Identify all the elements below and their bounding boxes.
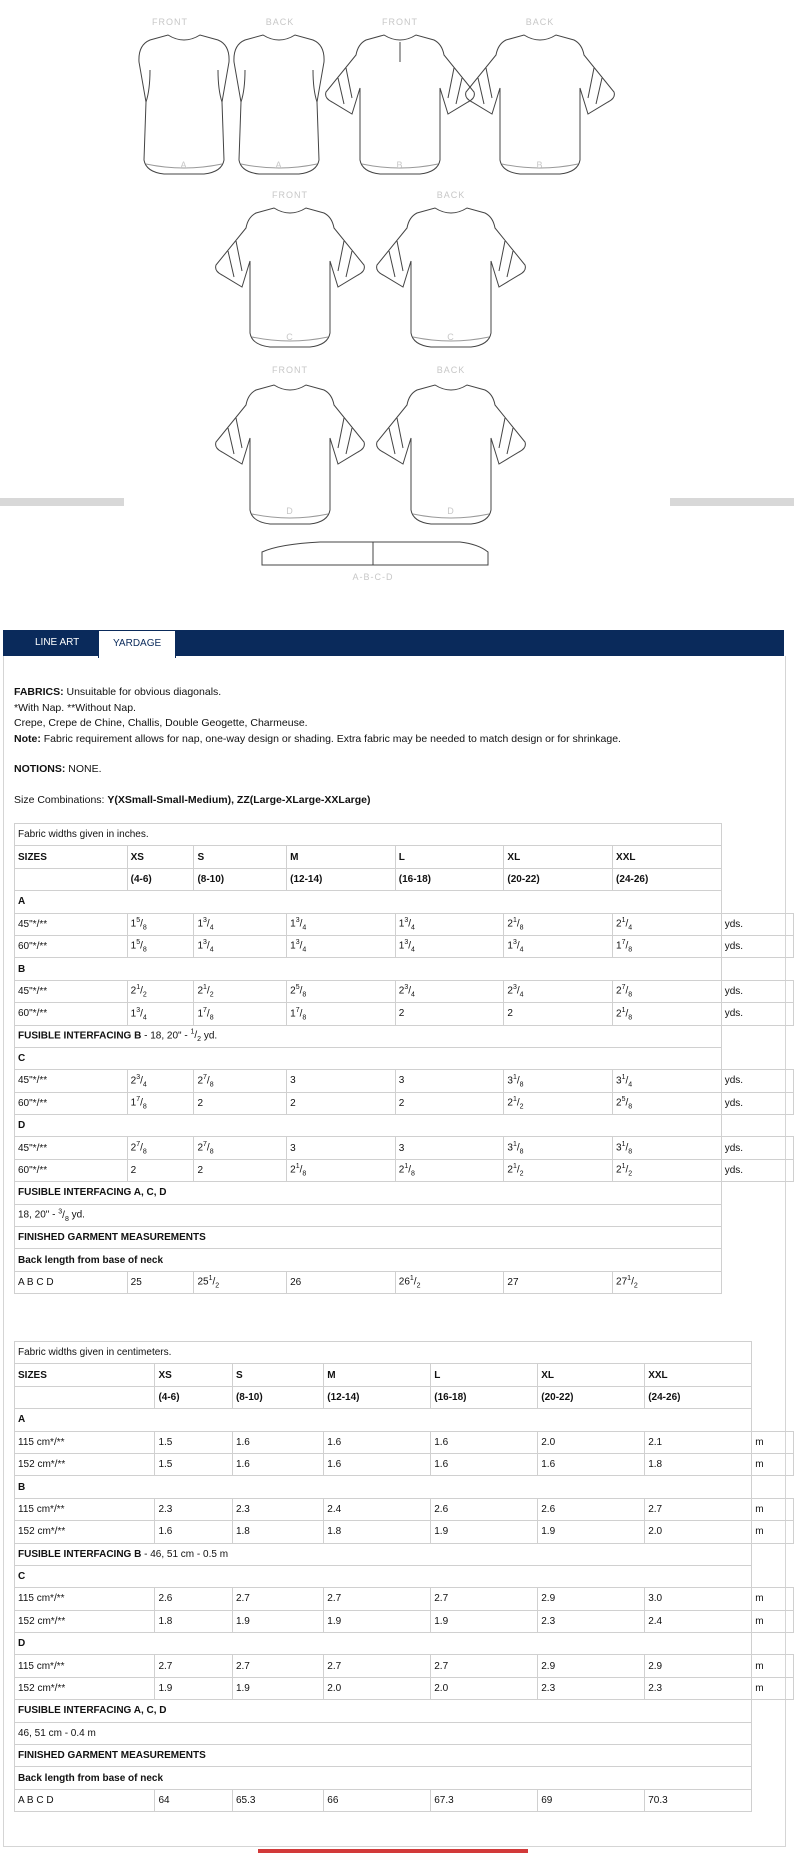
yardage-value: 1.6 <box>324 1431 431 1453</box>
unit-label: yds. <box>721 1159 793 1181</box>
interfacing-acd-value-text: 46, 51 cm - 0.4 m <box>18 1727 96 1739</box>
size-xs: XS <box>127 846 194 868</box>
label-view-d-front: D <box>286 506 294 516</box>
yardage-value: 2.0 <box>324 1677 431 1699</box>
nap-line: *With Nap. **Without Nap. <box>14 701 136 714</box>
note-text: Fabric requirement allows for nap, one-way design or shading. Extra fabric may be needed to match design or for shrinkage. <box>40 732 621 745</box>
size-xl: XL <box>504 846 613 868</box>
label-front-d: FRONT <box>272 365 308 375</box>
interfacing-b-label: FUSIBLE INTERFACING B <box>18 1030 142 1042</box>
size-range: (8-10) <box>232 1386 323 1408</box>
label-view-a-front: A <box>180 160 188 170</box>
yardage-value: $1^3/_4$ <box>395 913 504 935</box>
fabric-width-label: 152 cm*/** <box>15 1677 155 1699</box>
table-caption-cell: Fabric widths given in centimeters. <box>15 1342 752 1364</box>
yardage-value: $2^1/_8$ <box>613 1003 722 1025</box>
size-combinations <box>14 793 371 809</box>
fabric-width-label: 115 cm*/** <box>15 1588 155 1610</box>
yardage-value: 2.6 <box>155 1588 233 1610</box>
yardage-value: 2 <box>395 1092 504 1114</box>
label-front-b: FRONT <box>382 17 418 27</box>
yardage-value: $1^3/_4$ <box>287 935 396 957</box>
interfacing-b <box>15 1543 794 1565</box>
sizes-label: SIZES <box>15 1364 155 1386</box>
fabric-width-label: 152 cm*/** <box>15 1453 155 1475</box>
fabric-width-label: 45"*/** <box>15 1070 128 1092</box>
yardage-value: 2.0 <box>645 1521 752 1543</box>
yardage-value: 2.3 <box>232 1498 323 1520</box>
yardage-value: 1.9 <box>155 1677 233 1699</box>
unit-label: m <box>752 1588 794 1610</box>
yardage-value: 3 <box>395 1070 504 1092</box>
yardage-value: 2.3 <box>538 1610 645 1632</box>
size-m: M <box>287 846 396 868</box>
ranges-blank <box>15 1386 155 1408</box>
yardage-value: 2 <box>127 1159 194 1181</box>
interfacing-acd-value-text: 18, 20" - <box>18 1209 59 1221</box>
yardage-value: 3 <box>287 1070 396 1092</box>
fabric-list: Crepe, Crepe de Chine, Challis, Double Geogette, Charmeuse. <box>14 717 308 729</box>
interfacing-acd-value-suffix: yd. <box>68 1209 85 1221</box>
back-length-heading <box>15 1249 794 1271</box>
unit-label: m <box>752 1453 794 1475</box>
fabric-info <box>14 685 621 747</box>
fabric-width-label: 115 cm*/** <box>15 1431 155 1453</box>
unit-label: m <box>752 1655 794 1677</box>
yardage-value: 1.6 <box>431 1431 538 1453</box>
yardage-value: $1^7/_8$ <box>127 1092 194 1114</box>
back-length-heading-cell: Back length from base of neck <box>15 1767 752 1789</box>
yardage-value: 1.8 <box>645 1453 752 1475</box>
view-d-heading <box>15 1633 794 1655</box>
yardage-value: 1.9 <box>232 1677 323 1699</box>
size-range: (20-22) <box>538 1386 645 1408</box>
yardage-value: $3^1/_8$ <box>613 1137 722 1159</box>
yardage-value: $2^1/_2$ <box>504 1092 613 1114</box>
yardage-value: $1^3/_4$ <box>194 935 287 957</box>
interfacing-b-cell <box>15 1543 752 1565</box>
yardage-value: $2^1/_2$ <box>127 980 194 1002</box>
fabric-width-label: 45"*/** <box>15 980 128 1002</box>
bottom-accent-bar <box>258 1849 528 1853</box>
view-c-heading-cell: C <box>15 1565 752 1587</box>
sizes-label: SIZES <box>15 846 128 868</box>
label-view-c-front: C <box>286 332 294 342</box>
label-front-c: FRONT <box>272 190 308 200</box>
yardage-value: $2^7/_8$ <box>194 1070 287 1092</box>
size-l: L <box>431 1364 538 1386</box>
yardage-value: $2^1/_8$ <box>504 913 613 935</box>
size-range: (4-6) <box>127 868 194 890</box>
fabric-width-label: 115 cm*/** <box>15 1498 155 1520</box>
yardage-row <box>15 913 794 935</box>
table-caption <box>15 824 794 846</box>
yardage-row <box>15 1092 794 1114</box>
size-xl: XL <box>538 1364 645 1386</box>
note-label: Note: <box>14 732 41 745</box>
view-a-heading-cell: A <box>15 891 722 913</box>
interfacing-acd-heading <box>15 1700 794 1722</box>
yardage-value: $3^1/_8$ <box>504 1137 613 1159</box>
yardage-row <box>15 935 794 957</box>
yardage-value: $2^7/_8$ <box>194 1137 287 1159</box>
sizes-header-row <box>15 1364 794 1386</box>
yardage-value: 1.9 <box>538 1521 645 1543</box>
yardage-value: 1.9 <box>232 1610 323 1632</box>
fabric-width-label: 152 cm*/** <box>15 1521 155 1543</box>
size-range: (12-14) <box>324 1386 431 1408</box>
unit-label: m <box>752 1521 794 1543</box>
interfacing-b <box>15 1025 794 1047</box>
unit-label: yds. <box>721 913 793 935</box>
finished-measurements-heading-cell: FINISHED GARMENT MEASUREMENTS <box>15 1227 722 1249</box>
size-xxl: XXL <box>613 846 722 868</box>
yardage-value: 2.0 <box>538 1431 645 1453</box>
yardage-value: 1.8 <box>155 1610 233 1632</box>
yardage-value: 1.6 <box>232 1431 323 1453</box>
yardage-value: 1.9 <box>431 1610 538 1632</box>
table-caption <box>15 1342 794 1364</box>
back-length-value: 66 <box>324 1789 431 1811</box>
yardage-value: 2.7 <box>324 1655 431 1677</box>
view-a-heading-cell: A <box>15 1409 752 1431</box>
divider-right <box>670 498 794 506</box>
yardage-row <box>15 1588 794 1610</box>
interfacing-acd-heading <box>15 1182 794 1204</box>
interfacing-b-text: - 46, 51 cm - 0.5 m <box>141 1548 229 1560</box>
yardage-value: 1.8 <box>324 1521 431 1543</box>
view-b-heading-cell: B <box>15 1476 752 1498</box>
size-s: S <box>232 1364 323 1386</box>
yardage-value: 2 <box>395 1003 504 1025</box>
yardage-value: $1^7/_8$ <box>613 935 722 957</box>
yardage-row <box>15 1677 794 1699</box>
back-length-value: 26 <box>287 1271 396 1293</box>
size-m: M <box>324 1364 431 1386</box>
yardage-value: 2.7 <box>431 1655 538 1677</box>
yardage-value: 2.6 <box>538 1498 645 1520</box>
back-length-row <box>15 1271 794 1293</box>
back-length-value: $26^1/_2$ <box>395 1271 504 1293</box>
back-length-value: 69 <box>538 1789 645 1811</box>
back-length-value: $25^1/_2$ <box>194 1271 287 1293</box>
label-view-abcd: A-B-C-D <box>352 572 394 582</box>
interfacing-b-label: FUSIBLE INTERFACING B <box>18 1548 142 1560</box>
yardage-value: 1.6 <box>538 1453 645 1475</box>
view-a-heading <box>15 891 794 913</box>
label-view-b-back: B <box>536 160 544 170</box>
finished-measurements-heading <box>15 1745 794 1767</box>
label-back-d: BACK <box>436 365 466 375</box>
notions-info <box>14 762 102 778</box>
yardage-value: $1^3/_4$ <box>194 913 287 935</box>
unit-label: m <box>752 1498 794 1520</box>
line-art-drawings <box>0 0 794 600</box>
view-b-heading <box>15 958 794 980</box>
yardage-value: 2 <box>287 1092 396 1114</box>
ranges-row <box>15 868 794 890</box>
unit-label: yds. <box>721 935 793 957</box>
size-range: (20-22) <box>504 868 613 890</box>
back-length-value: 65.3 <box>232 1789 323 1811</box>
yardage-row <box>15 1431 794 1453</box>
back-length-value: 64 <box>155 1789 233 1811</box>
size-xs: XS <box>155 1364 233 1386</box>
interfacing-b-suffix: yd. <box>201 1030 218 1042</box>
yardage-value: 2 <box>194 1159 287 1181</box>
yardage-value: 2.7 <box>232 1588 323 1610</box>
size-xxl: XXL <box>645 1364 752 1386</box>
back-length-row <box>15 1789 794 1811</box>
unit-label: yds. <box>721 980 793 1002</box>
label-view-a-back: A <box>275 160 283 170</box>
fabrics-text: Unsuitable for obvious diagonals. <box>63 686 222 698</box>
back-length-label: A B C D <box>15 1789 155 1811</box>
back-length-heading-cell: Back length from base of neck <box>15 1249 722 1271</box>
fabric-width-label: 115 cm*/** <box>15 1655 155 1677</box>
yardage-row <box>15 1521 794 1543</box>
label-back-a: BACK <box>265 17 295 27</box>
view-d-heading <box>15 1115 794 1137</box>
yardage-value: $1^3/_4$ <box>287 913 396 935</box>
yardage-value: 1.9 <box>431 1521 538 1543</box>
yardage-row <box>15 1070 794 1092</box>
interfacing-acd-value-cell <box>15 1722 752 1744</box>
table-caption-cell: Fabric widths given in inches. <box>15 824 722 846</box>
yardage-row <box>15 1003 794 1025</box>
fabrics-label: FABRICS: <box>14 686 64 698</box>
yardage-value: 3.0 <box>645 1588 752 1610</box>
unit-label: yds. <box>721 1137 793 1159</box>
yardage-value: $2^5/_8$ <box>613 1092 722 1114</box>
size-combos-label: Size Combinations: <box>14 794 108 806</box>
fabric-width-label: 60"*/** <box>15 935 128 957</box>
yardage-value: $2^1/_4$ <box>613 913 722 935</box>
ranges-blank <box>15 868 128 890</box>
yardage-value: $2^7/_8$ <box>613 980 722 1002</box>
yardage-value: 2.0 <box>431 1677 538 1699</box>
yardage-value: 1.9 <box>324 1610 431 1632</box>
sizes-header-row <box>15 846 794 868</box>
size-range: (24-26) <box>645 1386 752 1408</box>
yardage-value: 2.3 <box>645 1677 752 1699</box>
interfacing-b-cell <box>15 1025 722 1047</box>
yardage-row <box>15 1655 794 1677</box>
yardage-row <box>15 1610 794 1632</box>
view-c-heading-cell: C <box>15 1047 722 1069</box>
tab-yardage[interactable]: YARDAGE <box>98 630 176 658</box>
yardage-value: 1.6 <box>155 1521 233 1543</box>
yardage-value: 2.9 <box>645 1655 752 1677</box>
unit-label: yds. <box>721 1003 793 1025</box>
yardage-row <box>15 1137 794 1159</box>
finished-measurements-heading-cell: FINISHED GARMENT MEASUREMENTS <box>15 1745 752 1767</box>
yardage-value: $1^5/_8$ <box>127 935 194 957</box>
yardage-row <box>15 1159 794 1181</box>
size-range: (4-6) <box>155 1386 233 1408</box>
back-length-label: A B C D <box>15 1271 128 1293</box>
yardage-value: $2^5/_8$ <box>287 980 396 1002</box>
size-range: (16-18) <box>395 868 504 890</box>
yardage-value: 1.6 <box>232 1453 323 1475</box>
view-b-heading <box>15 1476 794 1498</box>
yardage-value: $1^3/_4$ <box>504 935 613 957</box>
yardage-value: 2.7 <box>155 1655 233 1677</box>
yardage-value: $1^3/_4$ <box>127 1003 194 1025</box>
view-d-heading-cell: D <box>15 1115 722 1137</box>
divider-left <box>0 498 124 506</box>
back-length-value: 27 <box>504 1271 613 1293</box>
interfacing-acd-value-frac: $^3/_8$ <box>58 1208 69 1223</box>
fabric-width-label: 60"*/** <box>15 1092 128 1114</box>
interfacing-acd-value-cell <box>15 1204 722 1226</box>
interfacing-b-frac: $^1/_2$ <box>190 1029 202 1044</box>
size-l: L <box>395 846 504 868</box>
yardage-row <box>15 1498 794 1520</box>
yardage-value: 3 <box>395 1137 504 1159</box>
yardage-value: 2.7 <box>232 1655 323 1677</box>
yardage-value: 2 <box>504 1003 613 1025</box>
unit-label: m <box>752 1677 794 1699</box>
yardage-value: $2^3/_4$ <box>127 1070 194 1092</box>
yardage-value: 1.8 <box>232 1521 323 1543</box>
label-view-c-back: C <box>447 332 455 342</box>
yardage-value: 3 <box>287 1137 396 1159</box>
unit-label: yds. <box>721 1070 793 1092</box>
size-range: (24-26) <box>613 868 722 890</box>
yardage-value: $3^1/_8$ <box>504 1070 613 1092</box>
yardage-value: 1.6 <box>431 1453 538 1475</box>
back-length-value: 70.3 <box>645 1789 752 1811</box>
yardage-value: 2 <box>194 1092 287 1114</box>
interfacing-acd-value <box>15 1722 794 1744</box>
yardage-value: 2.4 <box>645 1610 752 1632</box>
yardage-value: $2^1/_8$ <box>395 1159 504 1181</box>
yardage-row <box>15 1453 794 1475</box>
yardage-value: $1^5/_8$ <box>127 913 194 935</box>
yardage-value: 2.4 <box>324 1498 431 1520</box>
yardage-value: $1^3/_4$ <box>395 935 504 957</box>
yardage-value: 1.5 <box>155 1453 233 1475</box>
yardage-value: 2.1 <box>645 1431 752 1453</box>
yardage-value: 2.3 <box>155 1498 233 1520</box>
yardage-row <box>15 980 794 1002</box>
yardage-value: $2^1/_8$ <box>287 1159 396 1181</box>
yardage-value: 2.9 <box>538 1655 645 1677</box>
back-length-value: $27^1/_2$ <box>613 1271 722 1293</box>
unit-label: m <box>752 1610 794 1632</box>
size-range: (12-14) <box>287 868 396 890</box>
yardage-value: 2.7 <box>645 1498 752 1520</box>
yardage-value: 2.7 <box>324 1588 431 1610</box>
view-d-heading-cell: D <box>15 1633 752 1655</box>
label-view-b-front: B <box>396 160 404 170</box>
view-b-heading-cell: B <box>15 958 722 980</box>
view-a-heading <box>15 1409 794 1431</box>
label-back-b: BACK <box>525 17 555 27</box>
back-length-value: 67.3 <box>431 1789 538 1811</box>
view-c-heading <box>15 1565 794 1587</box>
label-front-a: FRONT <box>152 17 188 27</box>
yardage-value: $3^1/_4$ <box>613 1070 722 1092</box>
yardage-table-cm <box>14 1341 794 1812</box>
fabric-width-label: 60"*/** <box>15 1003 128 1025</box>
unit-label: m <box>752 1431 794 1453</box>
size-combos-value: Y(XSmall-Small-Medium), ZZ(Large-XLarge-XXLarge) <box>107 794 371 806</box>
back-length-value: 25 <box>127 1271 194 1293</box>
tab-bar <box>3 630 784 656</box>
interfacing-b-text: - 18, 20" - <box>141 1030 191 1042</box>
size-s: S <box>194 846 287 868</box>
yardage-value: $1^7/_8$ <box>194 1003 287 1025</box>
yardage-value: $2^1/_2$ <box>194 980 287 1002</box>
yardage-value: 2.3 <box>538 1677 645 1699</box>
fabric-width-label: 152 cm*/** <box>15 1610 155 1632</box>
yardage-value: 1.5 <box>155 1431 233 1453</box>
back-length-heading <box>15 1767 794 1789</box>
yardage-value: $1^7/_8$ <box>287 1003 396 1025</box>
unit-label: yds. <box>721 1092 793 1114</box>
yardage-value: $2^3/_4$ <box>395 980 504 1002</box>
yardage-value: 2.6 <box>431 1498 538 1520</box>
interfacing-acd-value <box>15 1204 794 1226</box>
yardage-value: $2^3/_4$ <box>504 980 613 1002</box>
yardage-value: 2.9 <box>538 1588 645 1610</box>
size-range: (16-18) <box>431 1386 538 1408</box>
tab-line-art[interactable]: LINE ART <box>35 637 80 648</box>
fabric-width-label: 60"*/** <box>15 1159 128 1181</box>
notions-label: NOTIONS: <box>14 763 66 775</box>
yardage-table-inches <box>14 823 794 1294</box>
fabric-width-label: 45"*/** <box>15 913 128 935</box>
notions-text: NONE. <box>65 763 102 775</box>
ranges-row <box>15 1386 794 1408</box>
size-range: (8-10) <box>194 868 287 890</box>
yardage-value: $2^7/_8$ <box>127 1137 194 1159</box>
view-c-heading <box>15 1047 794 1069</box>
yardage-value: 1.6 <box>324 1453 431 1475</box>
fabric-width-label: 45"*/** <box>15 1137 128 1159</box>
yardage-value: $2^1/_2$ <box>504 1159 613 1181</box>
yardage-value: 2.7 <box>431 1588 538 1610</box>
interfacing-acd-heading-cell: FUSIBLE INTERFACING A, C, D <box>15 1182 722 1204</box>
finished-measurements-heading <box>15 1227 794 1249</box>
interfacing-acd-heading-cell: FUSIBLE INTERFACING A, C, D <box>15 1700 752 1722</box>
label-view-d-back: D <box>447 506 455 516</box>
label-back-c: BACK <box>436 190 466 200</box>
yardage-value: $2^1/_2$ <box>613 1159 722 1181</box>
